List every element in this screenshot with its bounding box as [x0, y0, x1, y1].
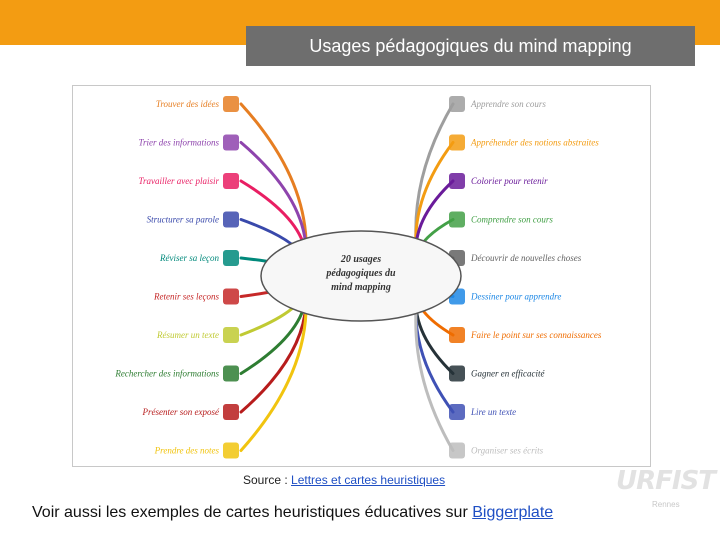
- paper-icon: [449, 443, 465, 459]
- globe-icon: [223, 366, 239, 382]
- branch-label: Réviser sa leçon: [160, 253, 219, 263]
- central-label: pédagogiques du: [326, 268, 396, 279]
- mind-map-image: [72, 85, 651, 467]
- branch-label: Découvrir de nouvelles choses: [471, 253, 582, 263]
- branch-label: Lire un texte: [471, 407, 517, 417]
- branch-line: [241, 312, 306, 451]
- pin-icon: [223, 289, 239, 305]
- branch-label: Présenter son exposé: [142, 407, 219, 417]
- source-link[interactable]: Lettres et cartes heuristiques: [291, 473, 446, 487]
- speaker-icon: [223, 212, 239, 228]
- student-icon: [223, 250, 239, 266]
- branch-label: Trier des informations: [138, 137, 219, 148]
- paint-icon: [449, 173, 465, 189]
- biggerplate-link[interactable]: Biggerplate: [472, 504, 554, 521]
- urfist-logo: [592, 462, 716, 512]
- source-prefix: Source :: [243, 473, 292, 487]
- branch-label: Trouver des idées: [155, 99, 219, 109]
- presentation-icon: [223, 404, 239, 420]
- branch-label: Gagner en efficacité: [471, 368, 545, 379]
- slide-title: Usages pédagogiques du mind mapping: [246, 26, 695, 66]
- branch-label: Travailler avec plaisir: [138, 176, 219, 186]
- branch-label: Retenir ses leçons: [154, 291, 219, 302]
- branch-line: [241, 104, 306, 240]
- puzzle-icon: [223, 135, 239, 151]
- abstract-icon: [449, 135, 465, 151]
- note-icon: [223, 443, 239, 459]
- branch-label: Résumer un texte: [157, 330, 219, 340]
- branch-label: Dessiner pour apprendre: [471, 291, 562, 302]
- pencil-icon: [223, 327, 239, 343]
- magnifier-icon: [449, 96, 465, 112]
- central-label: mind mapping: [331, 282, 391, 293]
- lightbulb-icon: [223, 96, 239, 112]
- branch-label: Faire le point sur ses connaissances: [471, 330, 602, 340]
- branch-label: Colorier pour retenir: [471, 176, 548, 186]
- mind-map-svg: [73, 86, 650, 466]
- logo-text: URFIST: [616, 466, 716, 496]
- see-also-prefix: Voir aussi les exemples de cartes heuristiques éducatives sur: [32, 504, 473, 521]
- branch-label: Structurer sa parole: [146, 214, 219, 225]
- see-also-line: [32, 504, 553, 522]
- branch-label: Organiser ses écrits: [471, 445, 544, 456]
- heart-icon: [223, 173, 239, 189]
- hourglass-icon: [449, 366, 465, 382]
- logo-subtitle: Rennes: [652, 500, 680, 509]
- central-label: 20 usages: [340, 254, 382, 265]
- source-line: [243, 473, 445, 487]
- question-icon: [449, 327, 465, 343]
- branch-label: Comprendre son cours: [471, 214, 553, 225]
- branch-label: Prendre des notes: [154, 445, 219, 456]
- branch-label: Appréhender des notions abstraites: [471, 137, 599, 148]
- document-icon: [449, 404, 465, 420]
- branch-label: Rechercher des informations: [115, 368, 219, 379]
- blocks-icon: [449, 212, 465, 228]
- branch-label: Apprendre son cours: [471, 99, 546, 109]
- branch-line: [416, 304, 453, 412]
